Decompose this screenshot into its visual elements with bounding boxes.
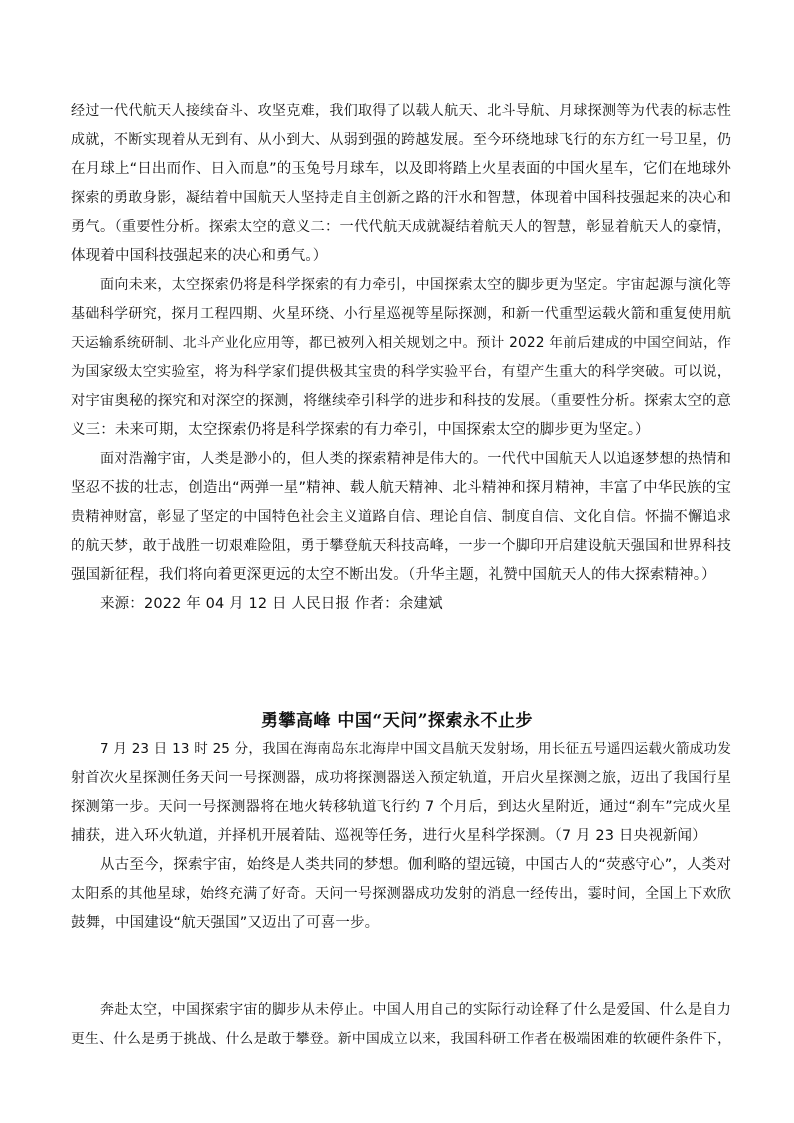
text-line: 为国家级太空实验室，将为科学家们提供极其宝贵的科学实验平台，有望产生重大的科学突破。可以说， — [71, 364, 731, 380]
text-line: 天运输系统研制、北斗产业化应用等，都已被列入相关规划之中。预计 2022 年前后建成的中国空间站，作 — [71, 335, 731, 351]
text-line: 经过一代代航天人接续奋斗、攻坚克难，我们取得了以载人航天、北斗导航、月球探测等为代表的标志性 — [71, 103, 731, 119]
text-line: 捕获，进入环火轨道，并择机开展着陆、巡视等任务，进行火星科学探测。（7 月 23 日央视新闻） — [71, 828, 707, 844]
text-line: 成就，不断实现着从无到有、从小到大、从弱到强的跨越发展。至今环绕地球飞行的东方红一号卫星，仍 — [71, 132, 731, 148]
text-line: 7 月 23 日 13 时 25 分，我国在海南岛东北海岸中国文昌航天发射场，用长征五号遥四运载火箭成功发 — [100, 741, 731, 757]
text-line: 强国新征程，我们将向着更深更远的太空不断出发。（升华主题，礼赞中国航天人的伟大探索精神。） — [71, 567, 716, 583]
text-line: 基础科学研究，探月工程四期、火星环绕、小行星巡视等星际探测，和新一代重型运载火箭和重复使用航 — [71, 306, 731, 322]
text-line: 射首次火星探测任务天问一号探测器，成功将探测器送入预定轨道，开启火星探测之旅，迈出了我国行星 — [71, 770, 731, 786]
text-line: 义三：未来可期，太空探索仍将是科学探索的有力牵引，中国探索太空的脚步更为坚定。） — [71, 422, 650, 438]
text-line: 勇气。（重要性分析。探索太空的意义二：一代代航天成就凝结着航天人的智慧，彰显着航天人的豪情， — [71, 219, 731, 235]
text-line: 探索的勇敢身影，凝结着中国航天人坚持走自主创新之路的汗水和智慧，体现着中国科技强起来的决心和 — [71, 190, 731, 206]
text-line: 探测第一步。天问一号探测器将在地火转移轨道飞行约 7 个月后，到达火星附近，通过“刹车”完成火星 — [71, 799, 731, 815]
text-line: 贵精神财富，彰显了坚定的中国特色社会主义道路自信、理论自信、制度自信、文化自信。怀揣不懈追求 — [71, 509, 731, 525]
article-title: 勇攀高峰 中国“天问”探索永不止步 — [261, 711, 533, 731]
text-line: 从古至今，探索宇宙，始终是人类共同的梦想。伽利略的望远镜，中国古人的“荧惑守心”，人类对 — [100, 857, 731, 873]
text-line: 奔赴太空，中国探索宇宙的脚步从未停止。中国人用自己的实际行动诠释了什么是爱国、什么是自力 — [100, 1002, 731, 1018]
paragraph-exploration — [71, 996, 731, 1054]
paragraph-achievements — [71, 97, 731, 271]
paragraph-spirit — [71, 445, 731, 590]
text-line: 面对浩瀚宇宙，人类是渺小的，但人类的探索精神是伟大的。一代代中国航天人以追逐梦想的热情和 — [100, 451, 731, 467]
paragraph-dream — [71, 851, 731, 938]
source-line — [71, 590, 731, 619]
text-line: 更生、什么是勇于挑战、什么是敢于攀登。新中国成立以来，我国科研工作者在极端困难的软硬件条件下， — [71, 1031, 731, 1047]
text-line: 的航天梦，敢于战胜一切艰难险阻，勇于攀登航天科技高峰，一步一个脚印开启建设航天强国和世界科技 — [71, 538, 731, 554]
text-line: 鼓舞，中国建设“航天强国”又迈出了可喜一步。 — [71, 915, 380, 931]
paragraph-future — [71, 271, 731, 445]
text-line: 体现着中国科技强起来的决心和勇气。） — [71, 248, 328, 264]
text-line: 坚忍不拔的壮志，创造出“两弹一星”精神、载人航天精神、北斗精神和探月精神，丰富了中华民族的宝 — [71, 480, 731, 496]
paragraph-launch — [71, 735, 731, 851]
source-text: 来源：2022 年 04 月 12 日 人民日报 作者：余建斌 — [100, 596, 443, 612]
text-line: 在月球上“日出而作、日入而息”的玉兔号月球车，以及即将踏上火星表面的中国火星车，它们在地球外 — [71, 161, 731, 177]
text-line: 太阳系的其他星球，始终充满了好奇。天问一号探测器成功发射的消息一经传出，霎时间，全国上下欢欣 — [71, 886, 731, 902]
text-line: 面向未来，太空探索仍将是科学探索的有力牵引，中国探索太空的脚步更为坚定。宇宙起源与演化等 — [100, 277, 731, 293]
text-line: 对宇宙奥秘的探究和对深空的探测，将继续牵引科学的进步和科技的发展。（重要性分析。探索太空的意 — [71, 393, 731, 409]
